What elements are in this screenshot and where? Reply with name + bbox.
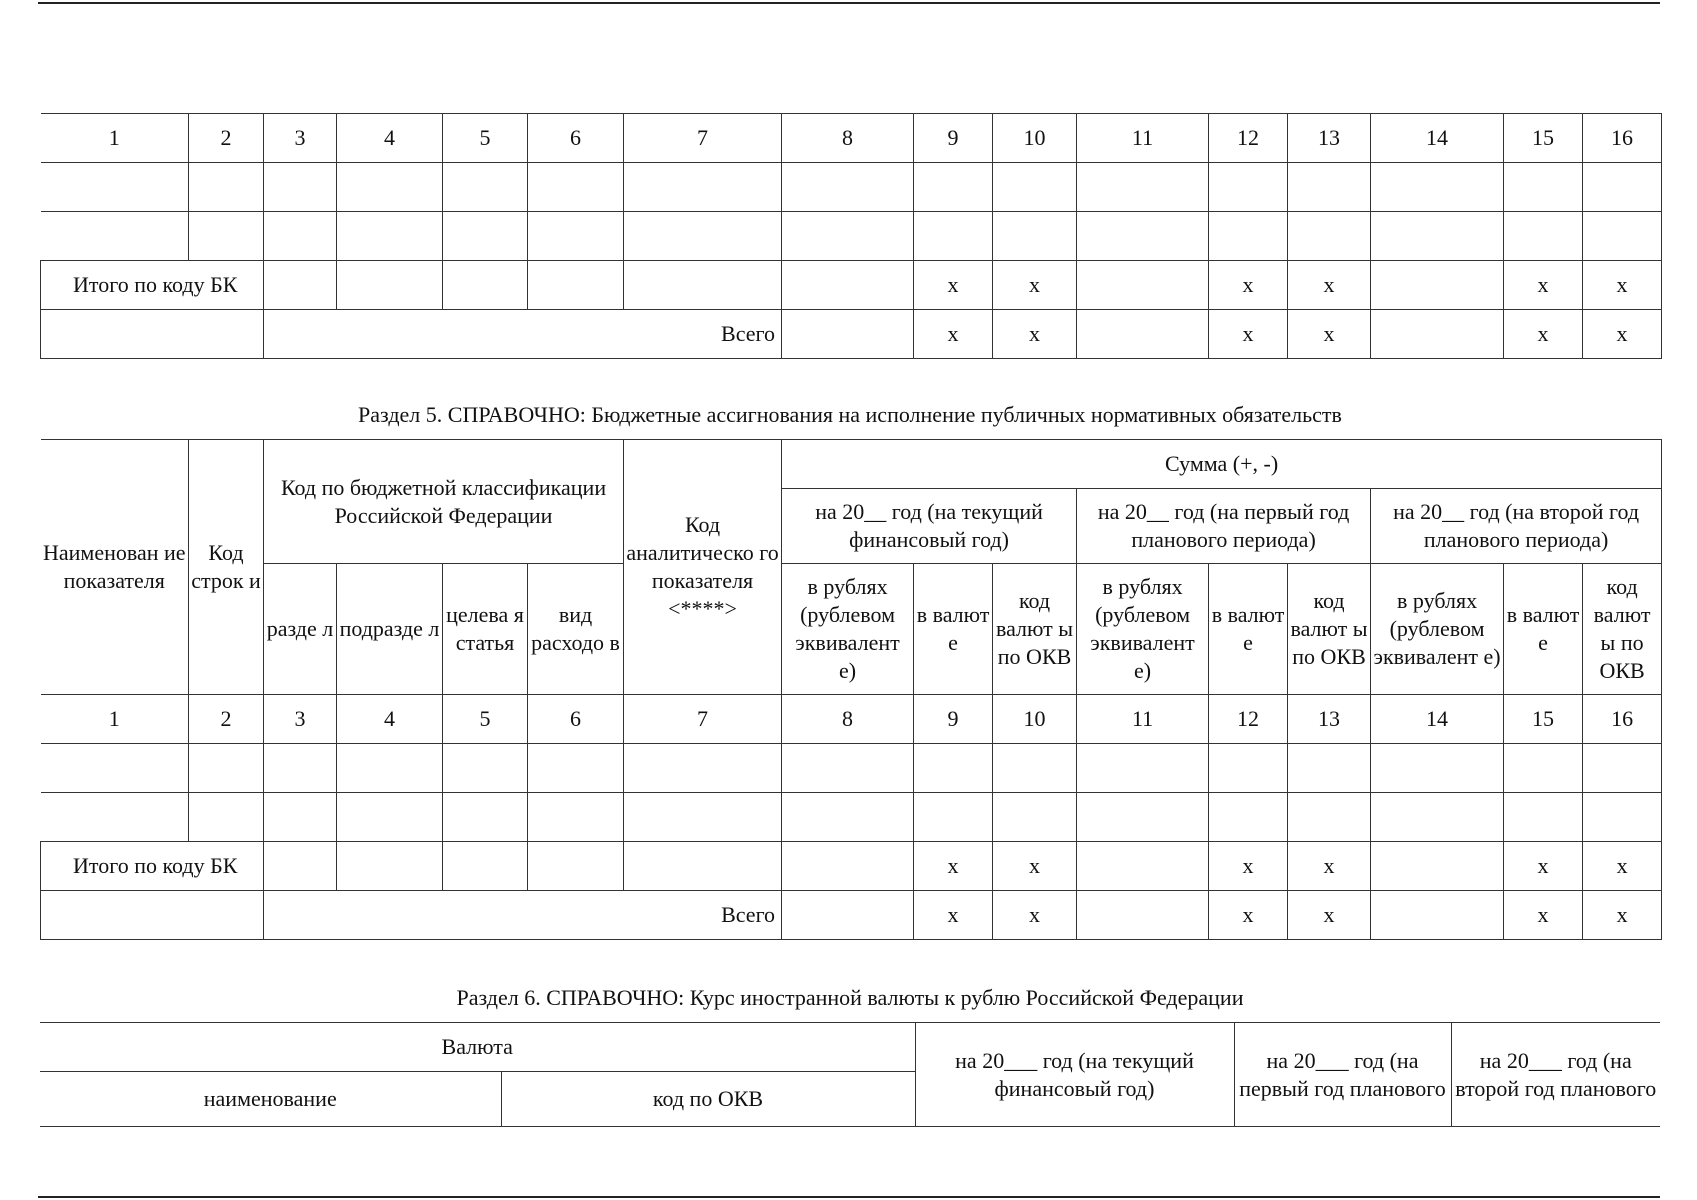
table-cell[interactable] xyxy=(782,891,914,940)
x-mark: x xyxy=(1583,310,1662,359)
col-number: 15 xyxy=(1504,695,1583,744)
col-number: 4 xyxy=(337,695,443,744)
sum-header: Сумма (+, -) xyxy=(782,440,1662,489)
table-cell[interactable] xyxy=(1288,163,1371,212)
currency-okv-header: код по ОКВ xyxy=(501,1072,915,1127)
col-number: 10 xyxy=(993,114,1077,163)
table-cell[interactable] xyxy=(337,212,443,261)
table-cell[interactable] xyxy=(1209,793,1288,842)
total-bk-row xyxy=(41,842,1662,891)
section6-title: Раздел 6. СПРАВОЧНО: Курс иностранной валюты к рублю Российской Федерации xyxy=(456,985,1244,1010)
year3-header: на 20__ год (на второй год планового периода) xyxy=(1371,489,1662,564)
table-cell[interactable] xyxy=(337,261,443,310)
col-number: 13 xyxy=(1288,114,1371,163)
col-number: 14 xyxy=(1371,695,1504,744)
rub-header: в рублях (рублевом эквивалент е) xyxy=(782,564,914,695)
table-cell[interactable] xyxy=(782,842,914,891)
col-number: 3 xyxy=(264,695,337,744)
indicator-name-header: Наименован ие показателя xyxy=(41,440,189,695)
val-header: в валют е xyxy=(1209,564,1288,695)
table-cell[interactable] xyxy=(264,842,337,891)
col-number: 9 xyxy=(914,695,993,744)
section5-title: Раздел 5. СПРАВОЧНО: Бюджетные ассигнования на исполнение публичных нормативных обязательств xyxy=(358,402,1342,427)
x-mark: x xyxy=(914,310,993,359)
table-cell[interactable] xyxy=(264,261,337,310)
table-cell[interactable] xyxy=(1371,744,1504,793)
val-header: в валют е xyxy=(914,564,993,695)
table-cell[interactable] xyxy=(624,212,782,261)
col-number: 2 xyxy=(189,695,264,744)
table-cell[interactable] xyxy=(443,212,528,261)
analytic-code-header: Код аналитическо го показателя <****> xyxy=(624,440,782,695)
table-cell[interactable] xyxy=(1371,212,1504,261)
col-number: 11 xyxy=(1077,114,1209,163)
table-cell[interactable] xyxy=(1371,842,1504,891)
table-cell[interactable] xyxy=(1288,793,1371,842)
table-cell[interactable] xyxy=(1077,891,1209,940)
table-cell[interactable] xyxy=(337,163,443,212)
bottom-rule xyxy=(38,1196,1660,1198)
total-all-row xyxy=(41,891,1662,940)
column-number-row xyxy=(41,695,1662,744)
total-all-row xyxy=(41,310,1662,359)
table-row xyxy=(41,793,1662,842)
section4-table xyxy=(40,113,1662,359)
table-cell[interactable] xyxy=(1077,212,1209,261)
table-cell[interactable] xyxy=(1504,212,1583,261)
razdel-header: разде л xyxy=(264,564,337,695)
table-row xyxy=(41,212,1662,261)
col-number: 5 xyxy=(443,114,528,163)
table-cell[interactable] xyxy=(443,163,528,212)
table-cell[interactable] xyxy=(1288,744,1371,793)
table-cell[interactable] xyxy=(41,744,189,793)
col-number: 1 xyxy=(41,114,189,163)
table-cell[interactable] xyxy=(782,212,914,261)
table-cell[interactable] xyxy=(782,261,914,310)
table-cell[interactable] xyxy=(624,842,782,891)
tselevaya-header: целева я статья xyxy=(443,564,528,695)
table-cell[interactable] xyxy=(443,793,528,842)
table-cell[interactable] xyxy=(1371,261,1504,310)
table-cell[interactable] xyxy=(993,212,1077,261)
table-cell[interactable] xyxy=(993,163,1077,212)
table-cell[interactable] xyxy=(914,793,993,842)
table-cell[interactable] xyxy=(914,744,993,793)
table-cell[interactable] xyxy=(528,793,624,842)
table-cell[interactable] xyxy=(41,793,189,842)
okv-header: код валют ы по ОКВ xyxy=(993,564,1077,695)
table-cell[interactable] xyxy=(1077,744,1209,793)
table-cell[interactable] xyxy=(1077,261,1209,310)
table-cell[interactable] xyxy=(1077,842,1209,891)
x-mark: x xyxy=(914,261,993,310)
x-mark: x xyxy=(1288,310,1371,359)
table-cell[interactable] xyxy=(528,261,624,310)
x-mark: x xyxy=(993,310,1077,359)
table-cell[interactable] xyxy=(782,793,914,842)
table-cell[interactable] xyxy=(443,842,528,891)
section5-table xyxy=(40,439,1662,940)
table-cell[interactable] xyxy=(1583,793,1662,842)
col-number: 7 xyxy=(624,114,782,163)
table-cell[interactable] xyxy=(443,744,528,793)
table-cell[interactable] xyxy=(1209,163,1288,212)
table-cell[interactable] xyxy=(189,744,264,793)
table-cell[interactable] xyxy=(337,842,443,891)
table-cell[interactable] xyxy=(528,212,624,261)
rate-year3-header: на 20___ год (на второй год планового xyxy=(1451,1023,1660,1127)
rub-header: в рублях (рублевом эквивалент е) xyxy=(1371,564,1504,695)
total-bk-label: Итого по коду БК xyxy=(41,261,264,310)
table-cell[interactable] xyxy=(1504,793,1583,842)
x-mark: x xyxy=(1209,891,1288,940)
val-header: в валют е xyxy=(1504,564,1583,695)
table-cell[interactable] xyxy=(41,163,189,212)
bk-code-header: Код по бюджетной классификации Российской Федерации xyxy=(264,440,624,564)
podrazdel-header: подразде л xyxy=(337,564,443,695)
currency-name-header: наименование xyxy=(40,1072,501,1127)
section6-table xyxy=(40,1022,1660,1127)
col-number: 8 xyxy=(782,114,914,163)
col-number: 11 xyxy=(1077,695,1209,744)
rub-header: в рублях (рублевом эквивалент е) xyxy=(1077,564,1209,695)
col-number: 3 xyxy=(264,114,337,163)
table-cell[interactable] xyxy=(1583,163,1662,212)
table-cell[interactable] xyxy=(1504,744,1583,793)
col-number: 4 xyxy=(337,114,443,163)
x-mark: x xyxy=(1504,891,1583,940)
col-number: 7 xyxy=(624,695,782,744)
year2-header: на 20__ год (на первый год планового периода) xyxy=(1077,489,1371,564)
column-number-row xyxy=(41,114,1662,163)
table-cell[interactable] xyxy=(1583,212,1662,261)
table-cell[interactable] xyxy=(1077,310,1209,359)
table-cell[interactable] xyxy=(264,212,337,261)
x-mark: x xyxy=(1209,842,1288,891)
x-mark: x xyxy=(914,891,993,940)
col-number: 12 xyxy=(1209,695,1288,744)
col-number: 10 xyxy=(993,695,1077,744)
table-cell[interactable] xyxy=(1371,163,1504,212)
x-mark: x xyxy=(1583,842,1662,891)
table-row xyxy=(41,163,1662,212)
table-cell[interactable] xyxy=(1077,163,1209,212)
table-cell[interactable] xyxy=(264,744,337,793)
okv-header: код валют ы по ОКВ xyxy=(1583,564,1662,695)
col-number: 16 xyxy=(1583,695,1662,744)
total-bk-label: Итого по коду БК xyxy=(41,842,264,891)
year1-header: на 20__ год (на текущий финансовый год) xyxy=(782,489,1077,564)
table-cell[interactable] xyxy=(624,744,782,793)
table-cell[interactable] xyxy=(1209,212,1288,261)
col-number: 2 xyxy=(189,114,264,163)
col-number: 1 xyxy=(41,695,189,744)
vid-header: вид расходо в xyxy=(528,564,624,695)
x-mark: x xyxy=(1209,261,1288,310)
x-mark: x xyxy=(1504,842,1583,891)
line-code-header: Код строк и xyxy=(189,440,264,695)
currency-header: Валюта xyxy=(40,1023,915,1072)
header-row xyxy=(41,564,1662,695)
table-cell xyxy=(41,891,264,940)
col-number: 15 xyxy=(1504,114,1583,163)
table-cell[interactable] xyxy=(1077,793,1209,842)
table-cell[interactable] xyxy=(443,261,528,310)
x-mark: x xyxy=(1288,261,1371,310)
table-cell[interactable] xyxy=(528,842,624,891)
x-mark: x xyxy=(1504,261,1583,310)
x-mark: x xyxy=(1288,842,1371,891)
table-cell[interactable] xyxy=(189,793,264,842)
table-cell[interactable] xyxy=(528,744,624,793)
col-number: 13 xyxy=(1288,695,1371,744)
total-bk-row xyxy=(41,261,1662,310)
x-mark: x xyxy=(1504,310,1583,359)
table-cell[interactable] xyxy=(264,793,337,842)
okv-header: код валют ы по ОКВ xyxy=(1288,564,1371,695)
table-cell[interactable] xyxy=(528,163,624,212)
x-mark: x xyxy=(914,842,993,891)
x-mark: x xyxy=(993,261,1077,310)
x-mark: x xyxy=(1288,891,1371,940)
rate-year1-header: на 20___ год (на текущий финансовый год) xyxy=(915,1023,1234,1127)
table-cell[interactable] xyxy=(189,212,264,261)
table-cell[interactable] xyxy=(1371,793,1504,842)
col-number: 12 xyxy=(1209,114,1288,163)
table-cell[interactable] xyxy=(782,310,914,359)
table-cell[interactable] xyxy=(624,793,782,842)
col-number: 8 xyxy=(782,695,914,744)
table-cell[interactable] xyxy=(914,163,993,212)
table-cell[interactable] xyxy=(1288,212,1371,261)
header-row xyxy=(40,1023,1660,1072)
col-number: 5 xyxy=(443,695,528,744)
table-cell[interactable] xyxy=(1209,744,1288,793)
table-cell[interactable] xyxy=(1371,310,1504,359)
col-number: 9 xyxy=(914,114,993,163)
table-row xyxy=(41,744,1662,793)
table-cell[interactable] xyxy=(1504,163,1583,212)
table-cell[interactable] xyxy=(624,163,782,212)
x-mark: x xyxy=(1583,891,1662,940)
table-cell[interactable] xyxy=(624,261,782,310)
col-number: 6 xyxy=(528,695,624,744)
table-cell[interactable] xyxy=(337,744,443,793)
rate-year2-header: на 20___ год (на первый год планового xyxy=(1234,1023,1451,1127)
col-number: 16 xyxy=(1583,114,1662,163)
table-cell[interactable] xyxy=(1583,744,1662,793)
table-cell[interactable] xyxy=(914,212,993,261)
x-mark: x xyxy=(1209,310,1288,359)
table-cell xyxy=(41,310,264,359)
top-rule xyxy=(38,2,1660,4)
table-cell[interactable] xyxy=(993,744,1077,793)
x-mark: x xyxy=(1583,261,1662,310)
table-cell[interactable] xyxy=(782,744,914,793)
total-all-label: Всего xyxy=(264,891,782,940)
col-number: 14 xyxy=(1371,114,1504,163)
x-mark: x xyxy=(993,842,1077,891)
table-cell[interactable] xyxy=(337,793,443,842)
table-cell[interactable] xyxy=(189,163,264,212)
table-cell[interactable] xyxy=(993,793,1077,842)
total-all-label: Всего xyxy=(264,310,782,359)
table-cell[interactable] xyxy=(782,163,914,212)
header-row xyxy=(41,440,1662,489)
table-cell[interactable] xyxy=(1371,891,1504,940)
table-cell[interactable] xyxy=(264,163,337,212)
table-cell[interactable] xyxy=(41,212,189,261)
x-mark: x xyxy=(993,891,1077,940)
col-number: 6 xyxy=(528,114,624,163)
